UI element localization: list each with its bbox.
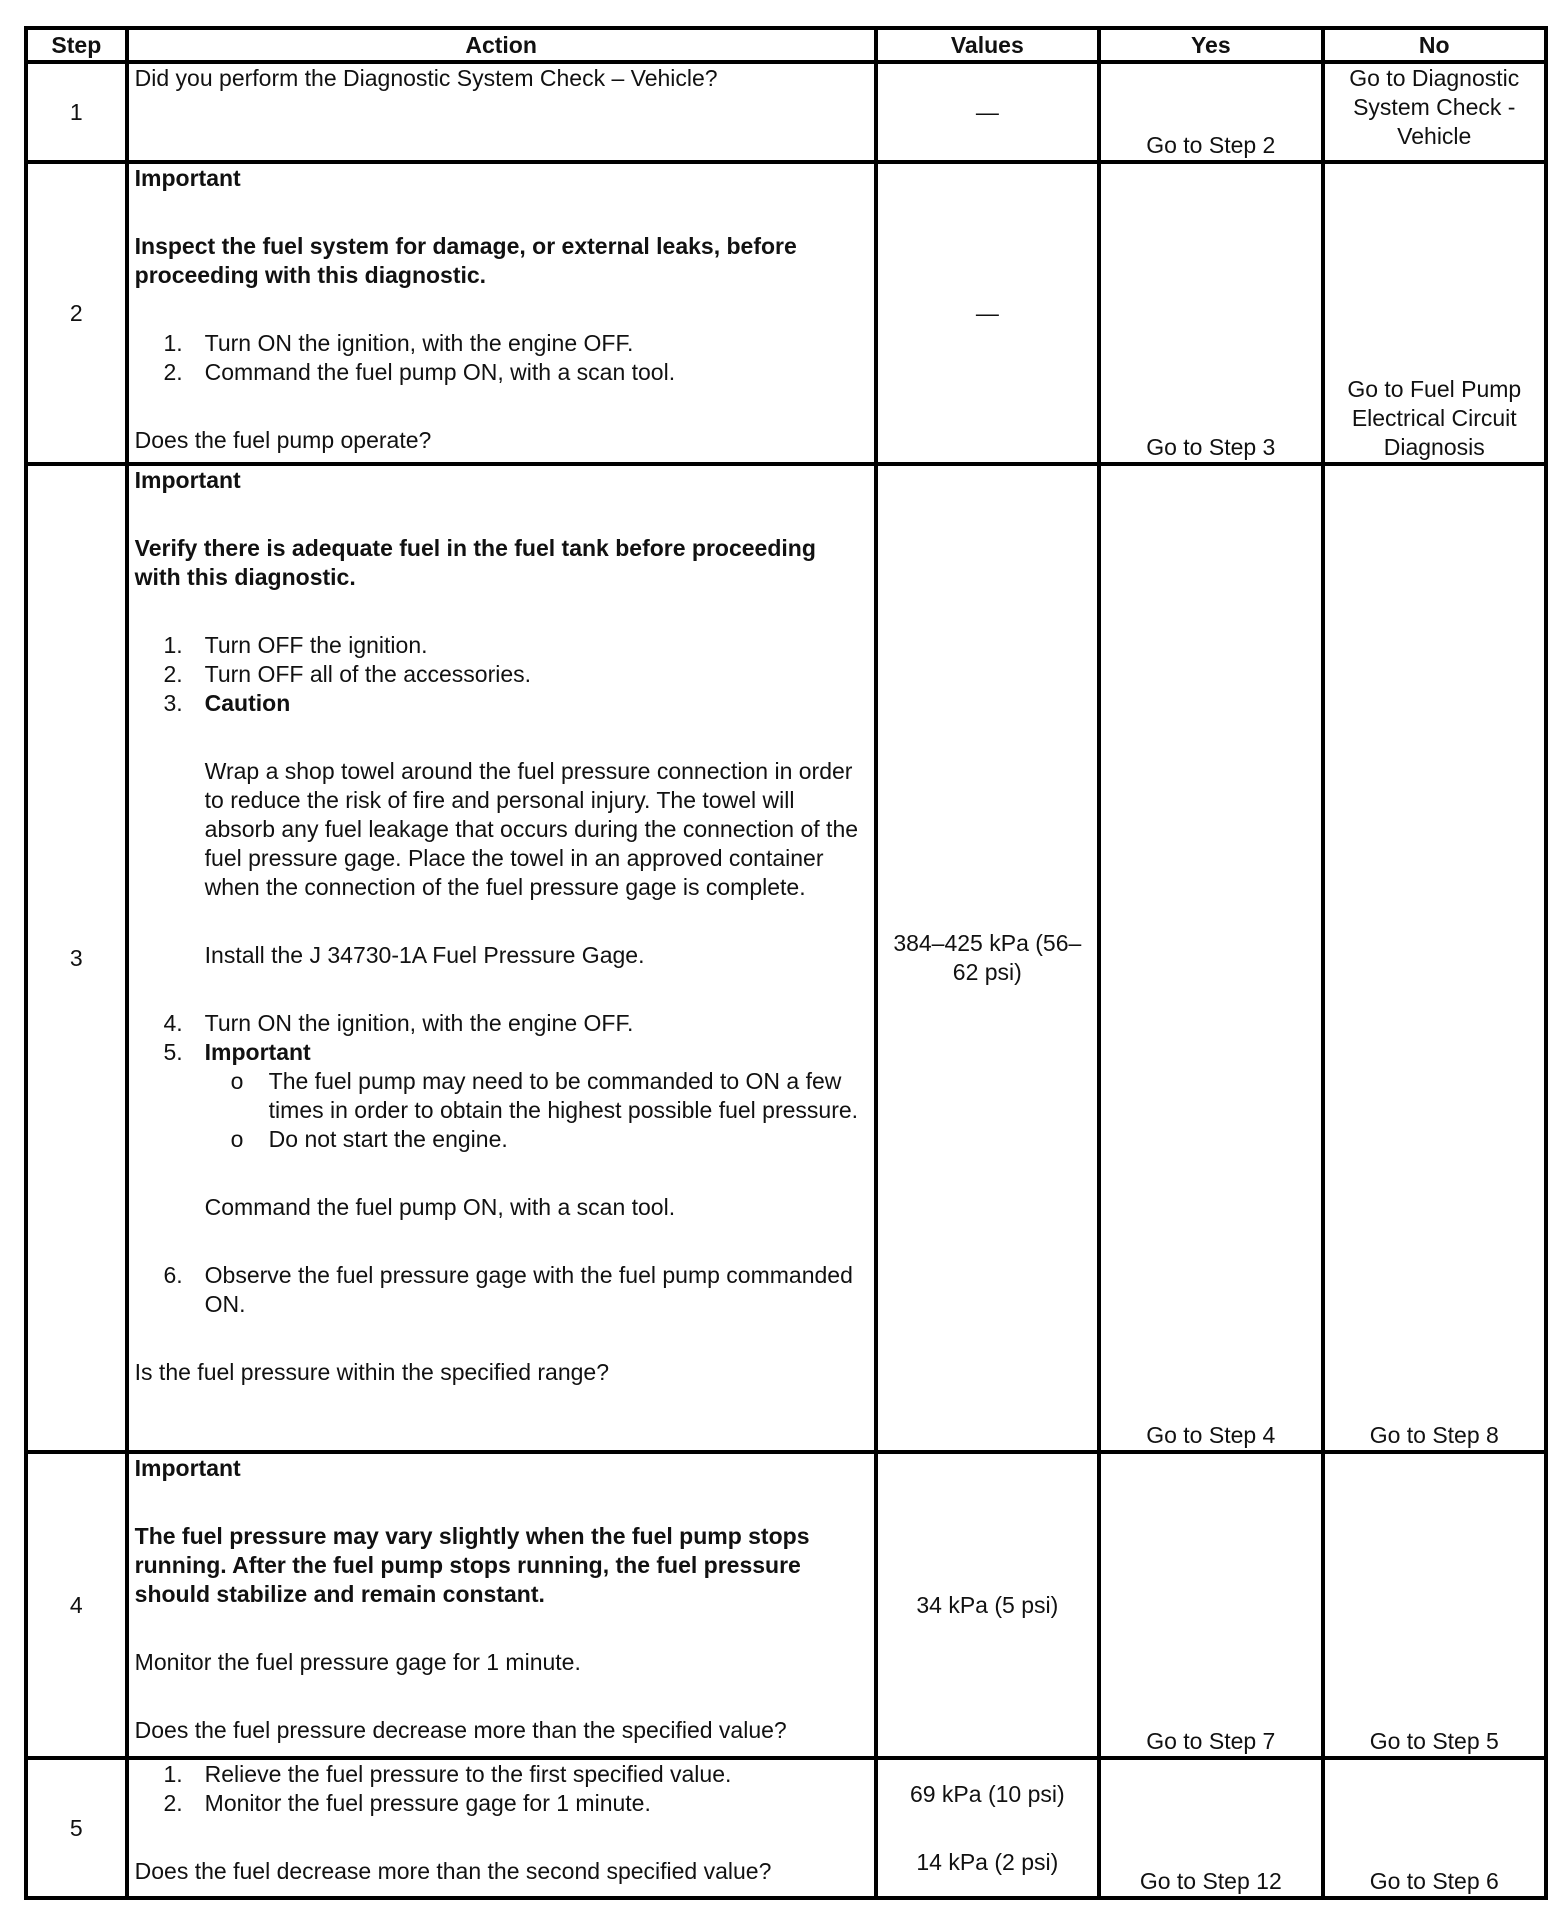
header-step: Step [26,28,127,62]
diagnostic-table [24,26,1548,1900]
header-no: No [1323,28,1546,62]
list-item: 1. Relieve the fuel pressure to the first specified value. [163,1761,732,1787]
table-row-step-3 [26,464,1546,1452]
yes-cell: Go to Step 2 [1099,62,1322,162]
monitor-instruction: Monitor the fuel pressure gage for 1 minute. [134,1649,581,1675]
no-cell: Go to Diagnostic System Check - Vehicle [1323,62,1546,162]
value-second: 14 kPa (2 psi) [916,1848,1059,1875]
numbered-list [135,631,868,1319]
step-number: 1 [26,62,127,162]
list-item: 1. Turn OFF the ignition. [163,632,428,658]
list-item: 3. Caution [163,690,291,716]
values-cell: — [876,162,1099,464]
step-number: 3 [26,464,127,1452]
action-question: Is the fuel pressure within the specified range? [134,1359,609,1385]
yes-cell: Go to Step 7 [1099,1452,1322,1758]
list-item: 2. Turn OFF all of the accessories. [163,661,532,687]
values-cell [876,1758,1099,1898]
caution-text: Wrap a shop towel around the fuel pressure connection in order to reduce the risk of fire and personal injury. The towel will absorb any fuel leakage that occurs during the connection of the fuel pressure gage. Place the towel in an approved container when the connection of the fuel pressure gage is complete. [204,758,859,900]
numbered-list [135,329,868,387]
table-row-step-5 [26,1758,1546,1898]
no-cell: Go to Fuel Pump Electrical Circuit Diagnosis [1323,162,1546,464]
action-cell [127,1758,876,1898]
step-number: 4 [26,1452,127,1758]
step-number: 2 [26,162,127,464]
important-text: Verify there is adequate fuel in the fuel tank before proceeding with this diagnostic. [134,535,816,590]
header-values: Values [876,28,1099,62]
sub-bullet: o Do not start the engine. [230,1126,508,1152]
values-cell: 384–425 kPa (56–62 psi) [876,464,1099,1452]
values-cell: — [876,62,1099,162]
important-text: Inspect the fuel system for damage, or external leaks, before proceeding with this diagnostic. [134,233,797,288]
header-yes: Yes [1099,28,1322,62]
action-cell [127,464,876,1452]
list-item: 1. Turn ON the ignition, with the engine OFF. [163,330,634,356]
table-row-step-1 [26,62,1546,162]
important-heading: Important [134,467,241,493]
no-cell: Go to Step 5 [1323,1452,1546,1758]
yes-cell: Go to Step 4 [1099,464,1322,1452]
no-cell: Go to Step 8 [1323,464,1546,1452]
action-cell [127,62,876,162]
list-item: 6. Observe the fuel pressure gage with the fuel pump commanded ON. [163,1262,853,1317]
action-question: Does the fuel pressure decrease more than the specified value? [134,1717,787,1743]
table-row-step-2 [26,162,1546,464]
yes-cell: Go to Step 12 [1099,1758,1322,1898]
numbered-list [135,1760,868,1818]
sub-bullet: o The fuel pump may need to be commanded to ON a few times in order to obtain the highest possible fuel pressure. [230,1068,859,1123]
list-item: 5. Important [163,1039,311,1065]
yes-cell: Go to Step 3 [1099,162,1322,464]
action-cell [127,1452,876,1758]
list-item: 4. Turn ON the ignition, with the engine OFF. [163,1010,634,1036]
action-cell [127,162,876,464]
caution-followup: Install the J 34730-1A Fuel Pressure Gage. [204,942,645,968]
list-item: 2. Monitor the fuel pressure gage for 1 minute. [163,1790,651,1816]
important-heading: Important [134,1455,241,1481]
important-heading: Important [134,165,241,191]
table-row-step-4 [26,1452,1546,1758]
values-cell: 34 kPa (5 psi) [876,1452,1099,1758]
important-followup: Command the fuel pump ON, with a scan tool. [204,1194,676,1220]
action-question: Does the fuel decrease more than the second specified value? [134,1858,772,1884]
header-action: Action [127,28,876,62]
important-text: The fuel pressure may vary slightly when the fuel pump stops running. After the fuel pump stops running, the fuel pressure should stabilize and remain constant. [134,1523,810,1607]
header-row [26,28,1546,62]
no-cell: Go to Step 6 [1323,1758,1546,1898]
step-number: 5 [26,1758,127,1898]
action-question: Does the fuel pump operate? [134,427,432,453]
action-question: Did you perform the Diagnostic System Check – Vehicle? [134,65,718,91]
value-first: 69 kPa (10 psi) [909,1780,1065,1807]
list-item: 2. Command the fuel pump ON, with a scan tool. [163,359,676,385]
